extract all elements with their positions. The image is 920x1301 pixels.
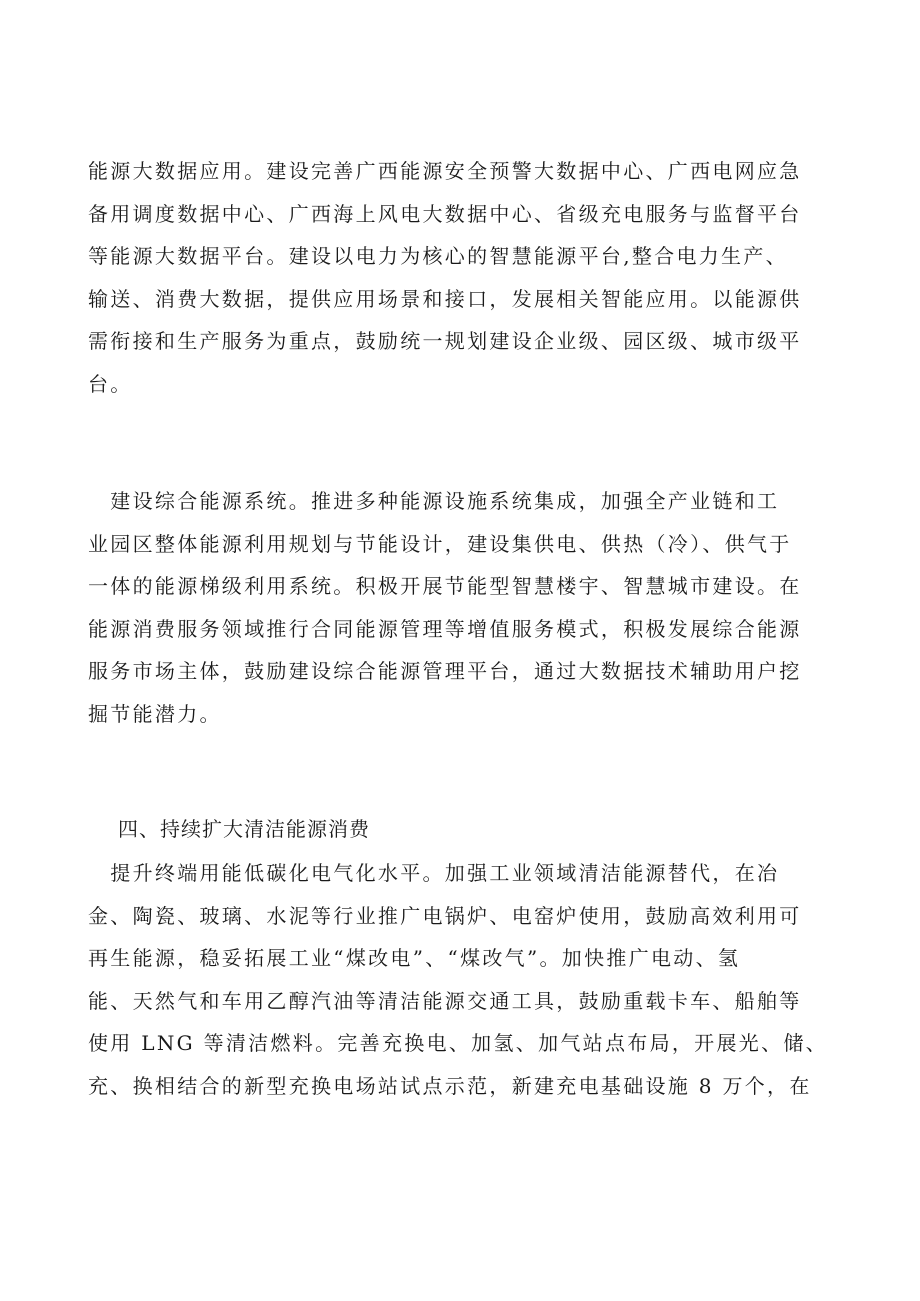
paragraph-line: 再生能源，稳妥拓展工业“煤改电”、“煤改气”。加快推广电动、氢 <box>88 946 741 970</box>
paragraph-line: 使用 LNG 等清洁燃料。完善充换电、加氢、加气站点布局，开展光、储、 <box>88 1031 828 1055</box>
paragraph-line: 业园区整体能源利用规划与节能设计，建设集供电、供热（冷）、供气于 <box>88 531 792 556</box>
section-heading: 四、持续扩大清洁能源消费 <box>118 817 370 841</box>
paragraph-line: 提升终端用能低碳化电气化水平。加强工业领域清洁能源替代，在冶 <box>88 861 780 885</box>
paragraph-line: 服务市场主体，鼓励建设综合能源管理平台，通过大数据技术辅助用户挖 <box>88 659 802 683</box>
paragraph-line: 等能源大数据平台。建设以电力为核心的智慧能源平台,整合电力生产、 <box>88 244 788 268</box>
paragraph-line: 金、陶瓷、玻璃、水泥等行业推广电锅炉、电窑炉使用，鼓励高效利用可 <box>88 903 802 928</box>
paragraph-line: 一体的能源梯级利用系统。积极开展节能型智慧楼宇、智慧城市建设。在 <box>88 574 802 598</box>
paragraph-line: 充、换相结合的新型充换电场站试点示范，新建充电基础设施 8 万个，在 <box>88 1073 812 1098</box>
paragraph-energy-big-data <box>88 150 828 405</box>
paragraph-line: 建设综合能源系统。推进多种能源设施系统集成，加强全产业链和工 <box>88 489 780 513</box>
paragraph-line: 能源大数据应用。建设完善广西能源安全预警大数据中心、广西电网应急 <box>88 159 802 183</box>
paragraph-line: 需衔接和生产服务为重点，鼓励统一规划建设企业级、园区级、城市级平 <box>88 329 802 353</box>
paragraph-integrated-energy-system <box>88 480 828 735</box>
paragraph-line: 输送、消费大数据，提供应用场景和接口，发展相关智能应用。以能源供 <box>88 286 802 311</box>
paragraph-clean-energy-consumption <box>88 852 828 1107</box>
paragraph-line: 台。 <box>88 371 133 396</box>
paragraph-line: 能源消费服务领域推行合同能源管理等增值服务模式，积极发展综合能源 <box>88 616 802 641</box>
paragraph-line: 掘节能潜力。 <box>88 701 222 726</box>
paragraph-line: 备用调度数据中心、广西海上风电大数据中心、省级充电服务与监督平台 <box>88 201 802 226</box>
paragraph-line: 能、天然气和车用乙醇汽油等清洁能源交通工具，鼓励重载卡车、船舶等 <box>88 988 802 1013</box>
